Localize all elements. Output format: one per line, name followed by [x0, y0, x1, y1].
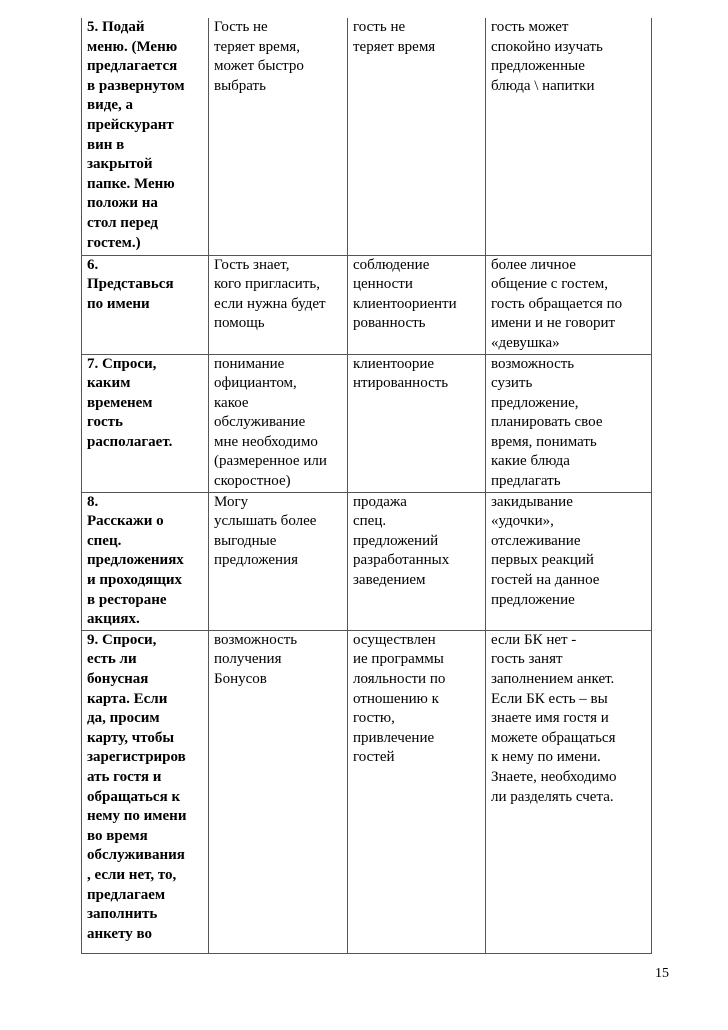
company-value-text: гость не теряет время [353, 19, 436, 55]
step-cell [82, 255, 209, 354]
result-cell [486, 492, 652, 630]
step-cell [82, 354, 209, 492]
company-value-text: осуществлен ие программы лояльности по отношению к гостю, привлечение гостей [353, 631, 446, 766]
company-value-cell [348, 18, 486, 255]
result-text: закидывание «удочки», отслеживание первых реакций гостей на данное предложение [491, 493, 600, 608]
table-row [82, 492, 652, 630]
company-value-cell [348, 255, 486, 354]
company-value-text: клиентоорие нтированность [353, 355, 449, 392]
guest-benefit-text: Гость не теряет время, может быстро выбрать [214, 19, 304, 94]
guest-benefit-cell [209, 492, 348, 630]
step-text: 5. Подай меню. (Меню предлагается в развернутом виде, а прейскурант вин в закрытой папке. Меню положи на стол перед гостем.) [87, 19, 185, 251]
guest-benefit-cell [209, 255, 348, 354]
guest-benefit-text: Могу услышать более выгодные предложения [214, 493, 317, 569]
company-value-text: продажа спец. предложений разработанных заведением [353, 493, 450, 589]
table-row [82, 255, 652, 354]
step-text: 6. Представься по имени [87, 256, 174, 312]
service-steps-table [81, 18, 652, 954]
page-number: 15 [655, 966, 669, 981]
guest-benefit-text: Гость знает, кого пригласить, если нужна будет помощь [214, 256, 326, 332]
result-cell [486, 18, 652, 255]
step-cell [82, 630, 209, 953]
step-text: 8. Расскажи о спец. предложениях и проходящих в ресторане акциях. [87, 493, 184, 628]
result-text: более личное общение с гостем, гость обращается по имени и не говорит «девушка» [491, 256, 623, 351]
guest-benefit-text: понимание официантом, какое обслуживание мне необходимо (размеренное или скоростное) [214, 355, 327, 490]
guest-benefit-cell [209, 18, 348, 255]
result-text: если БК нет - гость занят заполнением анкет. Если БК есть – вы знаете имя гостя и можете обращаться к нему по имени. Знаете, необходимо ли разделять счета. [491, 631, 617, 805]
guest-benefit-cell [209, 354, 348, 492]
table-row [82, 630, 652, 953]
guest-benefit-text: возможность получения Бонусов [214, 631, 298, 687]
table-row [82, 354, 652, 492]
guest-benefit-cell [209, 630, 348, 953]
result-cell [486, 630, 652, 953]
company-value-cell [348, 492, 486, 630]
step-cell [82, 18, 209, 255]
result-cell [486, 255, 652, 354]
company-value-text: соблюдение ценности клиентоориенти рованность [353, 256, 457, 332]
result-cell [486, 354, 652, 492]
step-text: 9. Спроси, есть ли бонусная карта. Если да, просим карту, чтобы зарегистриров ать гостя и обращаться к нему по имени во время обслуживания , если нет, то, предлагаем заполнить анкету во [87, 631, 187, 942]
result-text: гость может спокойно изучать предложенные блюда \ напитки [491, 19, 603, 94]
company-value-cell [348, 630, 486, 953]
step-cell [82, 492, 209, 630]
company-value-cell [348, 354, 486, 492]
result-text: возможность сузить предложение, планировать свое время, понимать какие блюда предлагать [491, 355, 603, 490]
step-text: 7. Спроси, каким временем гость располагает. [87, 355, 173, 450]
table-row [82, 18, 652, 255]
